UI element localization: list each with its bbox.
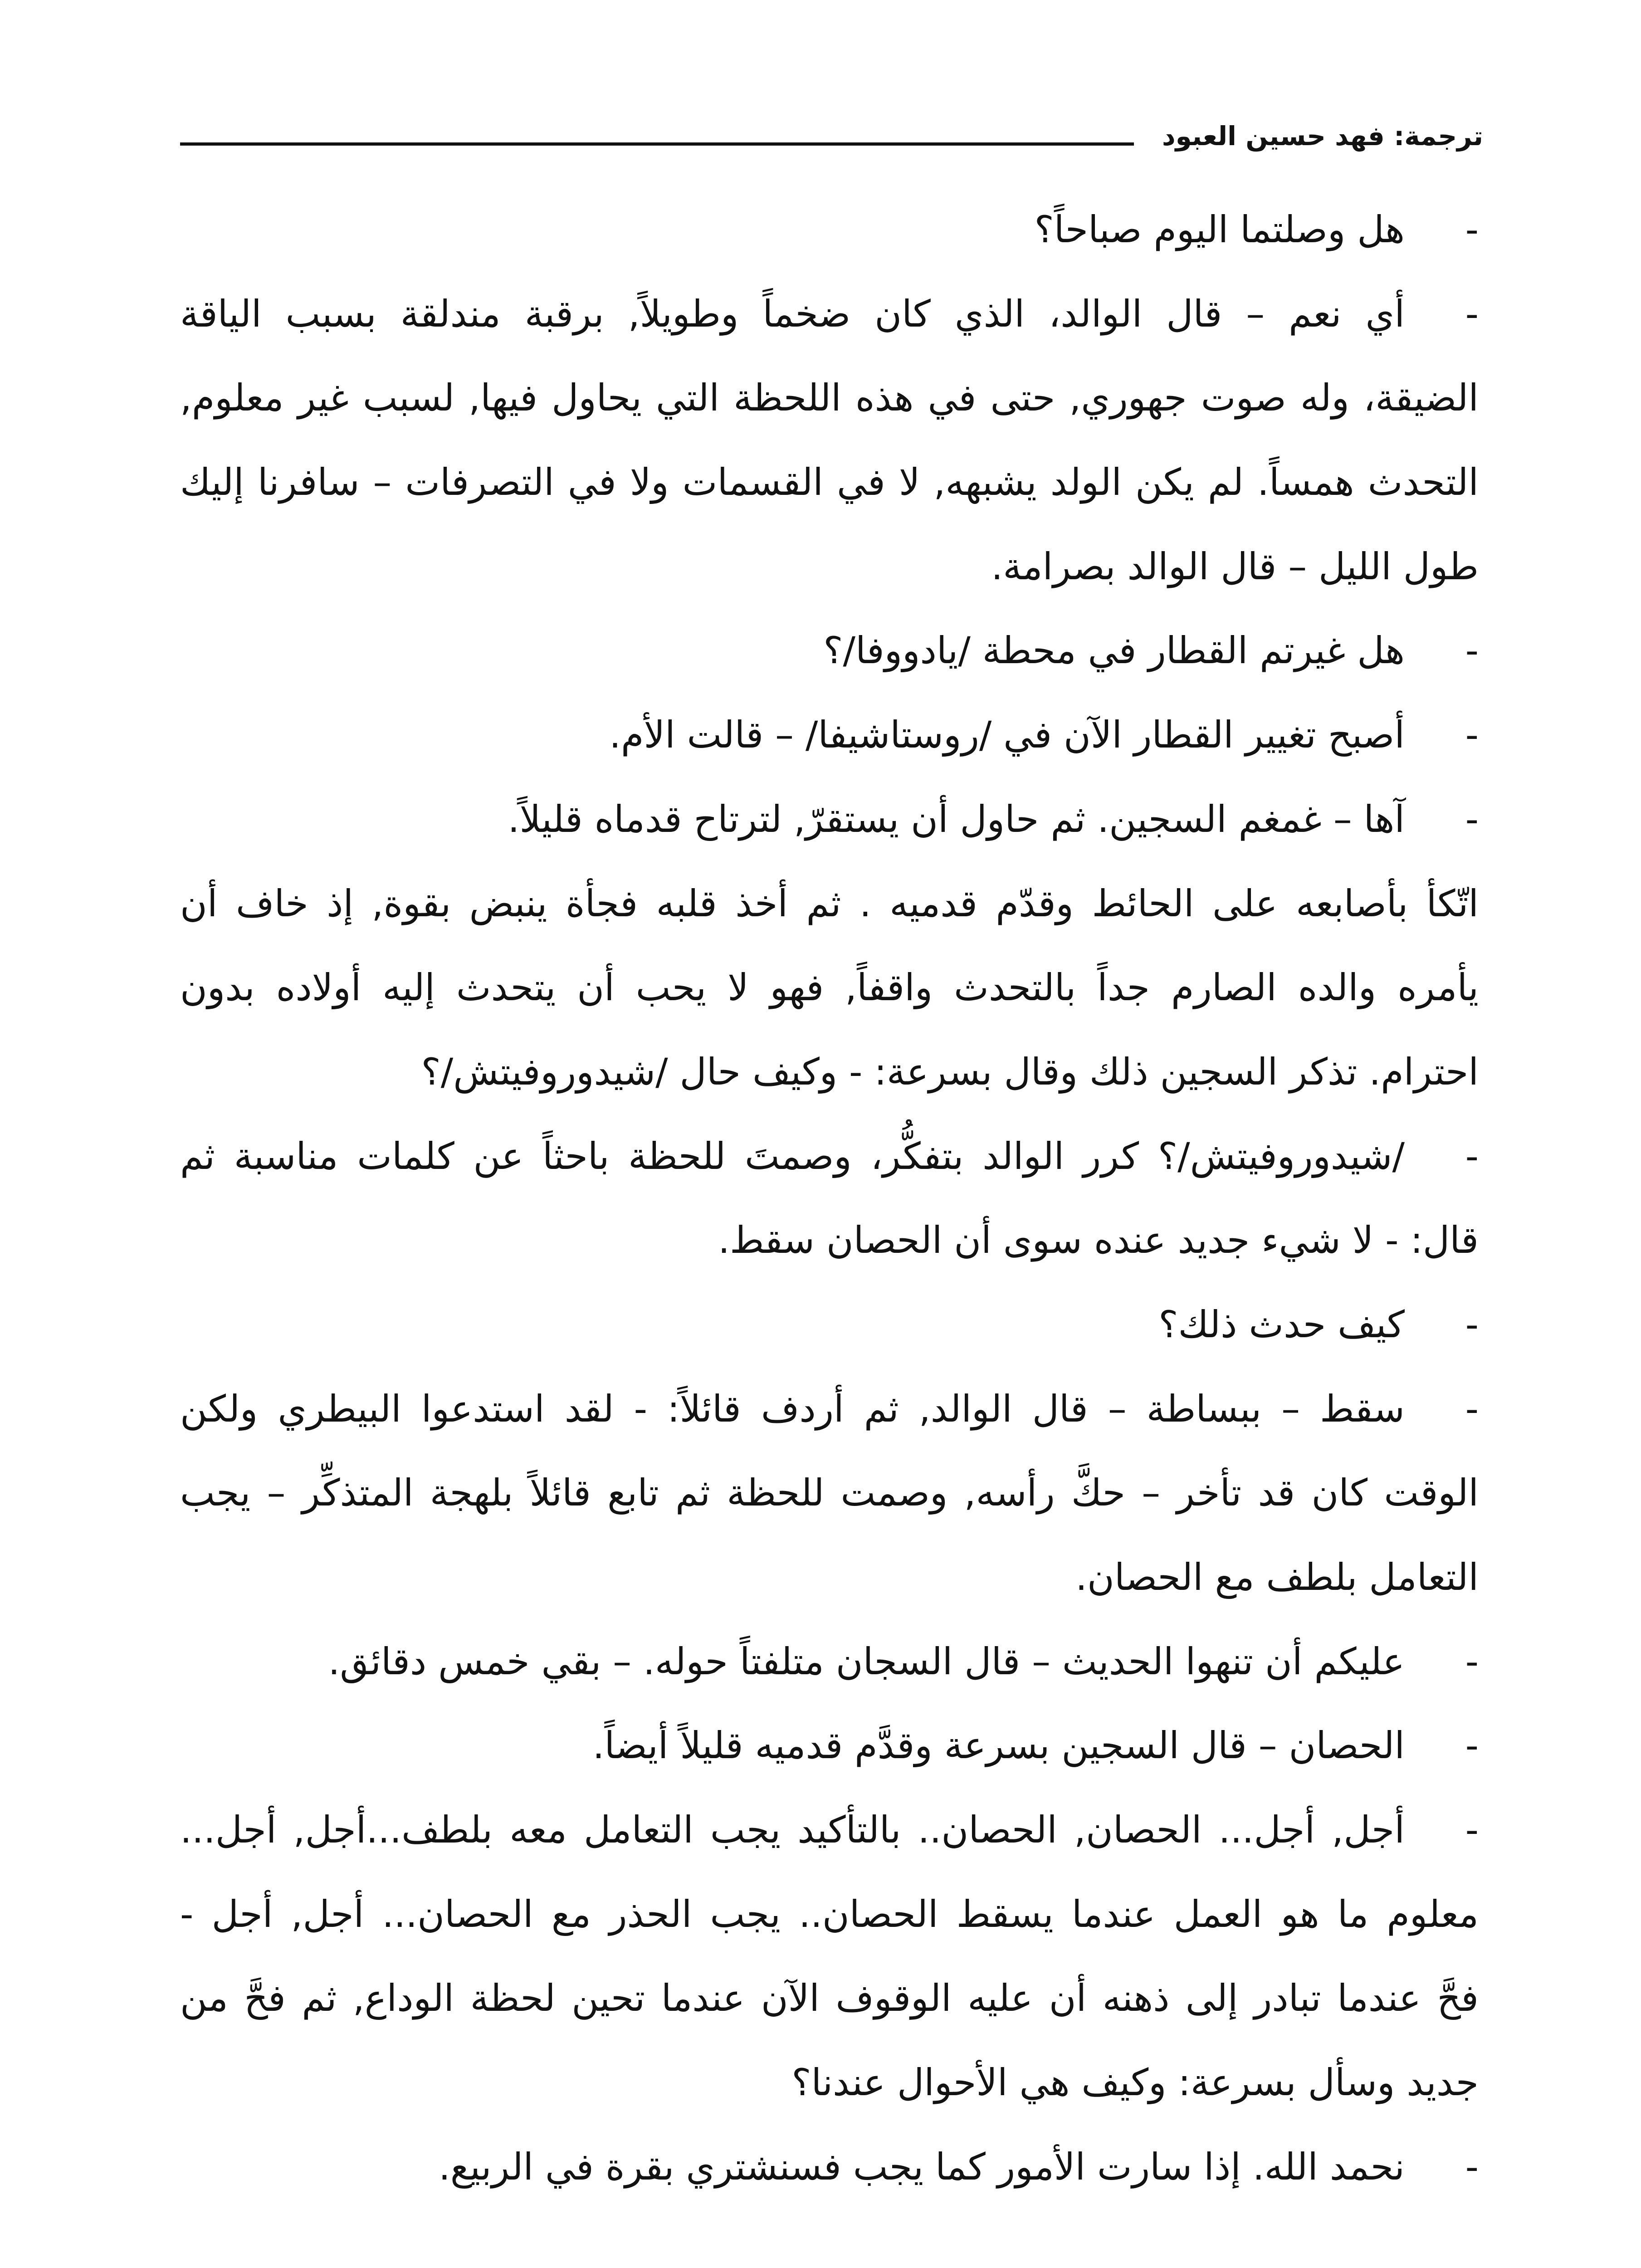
article-body (180, 188, 1479, 2209)
dialogue-dash: - (1465, 1724, 1479, 1768)
text-line: فحَّ عندما تبادر إلى ذهنه أن عليه الوقوف الآن عندما تحين لحظة الوداع, ثم فحَّ من (180, 1977, 1479, 2020)
text-line: هل غيرتم القطار في محطة /يادووفا/؟ (823, 629, 1405, 673)
paragraph (180, 272, 1479, 609)
text-line: نحمد الله. إذا سارت الأمور كما يجب فسنشتري بقرة في الربيع. (438, 2145, 1405, 2189)
paragraph (180, 1788, 1479, 2125)
text-line: التحدث همساً. لم يكن الولد يشبهه, لا في القسمات ولا في التصرفات – سافرنا إليك (180, 461, 1479, 504)
paragraph (180, 2125, 1479, 2209)
paragraph (180, 1283, 1479, 1367)
paragraph (180, 609, 1479, 693)
dialogue-dash: - (1465, 629, 1479, 673)
text-line: احترام. تذكر السجين ذلك وقال بسرعة: - وكيف حال /شيدوروفيتش/؟ (421, 1050, 1479, 1094)
paragraph (180, 862, 1479, 1114)
text-line: التعامل بلطف مع الحصان. (1075, 1556, 1479, 1599)
text-line: سقط – ببساطة – قال الوالد, ثم أردف قائلاً: - لقد استدعوا البيطري ولكن (180, 1387, 1405, 1431)
dialogue-dash: - (1465, 714, 1479, 757)
text-line: الضيقة، وله صوت جهوري, حتى في هذه اللحظة التي يحاول فيها, لسبب غير معلوم, (180, 376, 1479, 420)
dialogue-dash: - (1465, 1134, 1479, 1178)
paragraph (180, 1704, 1479, 1788)
text-line: الحصان – قال السجين بسرعة وقدَّم قدميه قليلاً أيضاً. (592, 1724, 1405, 1768)
text-line: هل وصلتما اليوم صباحاً؟ (1034, 208, 1405, 251)
paragraph (180, 188, 1479, 272)
dialogue-dash: - (1465, 1303, 1479, 1346)
text-line: أصبح تغيير القطار الآن في /روستاشيفا/ – قالت الأم. (609, 714, 1405, 757)
dialogue-dash: - (1465, 1809, 1479, 1852)
text-line: اتّكأ بأصابعه على الحائط وقدّم قدميه . ثم أخذ قلبه فجأة ينبض بقوة, إذ خاف أن (180, 882, 1479, 925)
dialogue-dash: - (1465, 208, 1479, 251)
header-rule (180, 142, 1134, 146)
paragraph (180, 1114, 1479, 1283)
text-line: الوقت كان قد تأخر – حكَّ رأسه, وصمت للحظة ثم تابع قائلاً بلهجة المتذكِّر – يجب (180, 1471, 1479, 1515)
dialogue-dash: - (1465, 797, 1479, 841)
text-line: عليكم أن تنهوا الحديث – قال السجان متلفتاً حوله. – بقي خمس دقائق. (328, 1640, 1405, 1683)
text-line: يأمره والده الصارم جداً بالتحدث واقفاً, فهو لا يحب أن يتحدث إليه أولاده بدون (180, 966, 1479, 1010)
text-line: معلوم ما هو العمل عندما يسقط الحصان.. يجب الحذر مع الحصان... أجل, أجل - (180, 1892, 1479, 1936)
paragraph (180, 777, 1479, 862)
paragraph (180, 693, 1479, 777)
text-line: /شيدوروفيتش/؟ كرر الوالد بتفكُّر، وصمتَ للحظة باحثاً عن كلمات مناسبة ثم (180, 1134, 1405, 1178)
text-line: قال: - لا شيء جديد عنده سوى أن الحصان سقط. (718, 1219, 1479, 1262)
text-line: آها – غمغم السجين. ثم حاول أن يستقرّ, لترتاح قدماه قليلاً. (508, 797, 1405, 841)
text-line: أي نعم – قال الوالد، الذي كان ضخماً وطويلاً, برقبة مندلقة بسبب الياقة (180, 292, 1405, 336)
text-line: أجل, أجل... الحصان, الحصان.. بالتأكيد يجب التعامل معه بلطف...أجل, أجل... (180, 1809, 1405, 1852)
text-line: جديد وسأل بسرعة: وكيف هي الأحوال عندنا؟ (791, 2061, 1479, 2105)
paragraph (180, 1620, 1479, 1704)
paragraph (180, 1367, 1479, 1620)
translator-credit: ترجمة: فهد حسين العبود (1162, 121, 1483, 152)
dialogue-dash: - (1465, 292, 1479, 336)
dialogue-dash: - (1465, 2145, 1479, 2189)
dialogue-dash: - (1465, 1387, 1479, 1431)
text-line: كيف حدث ذلك؟ (1158, 1303, 1405, 1346)
dialogue-dash: - (1465, 1640, 1479, 1683)
text-line: طول الليل – قال الوالد بصرامة. (991, 545, 1479, 588)
page-header (180, 113, 1483, 159)
